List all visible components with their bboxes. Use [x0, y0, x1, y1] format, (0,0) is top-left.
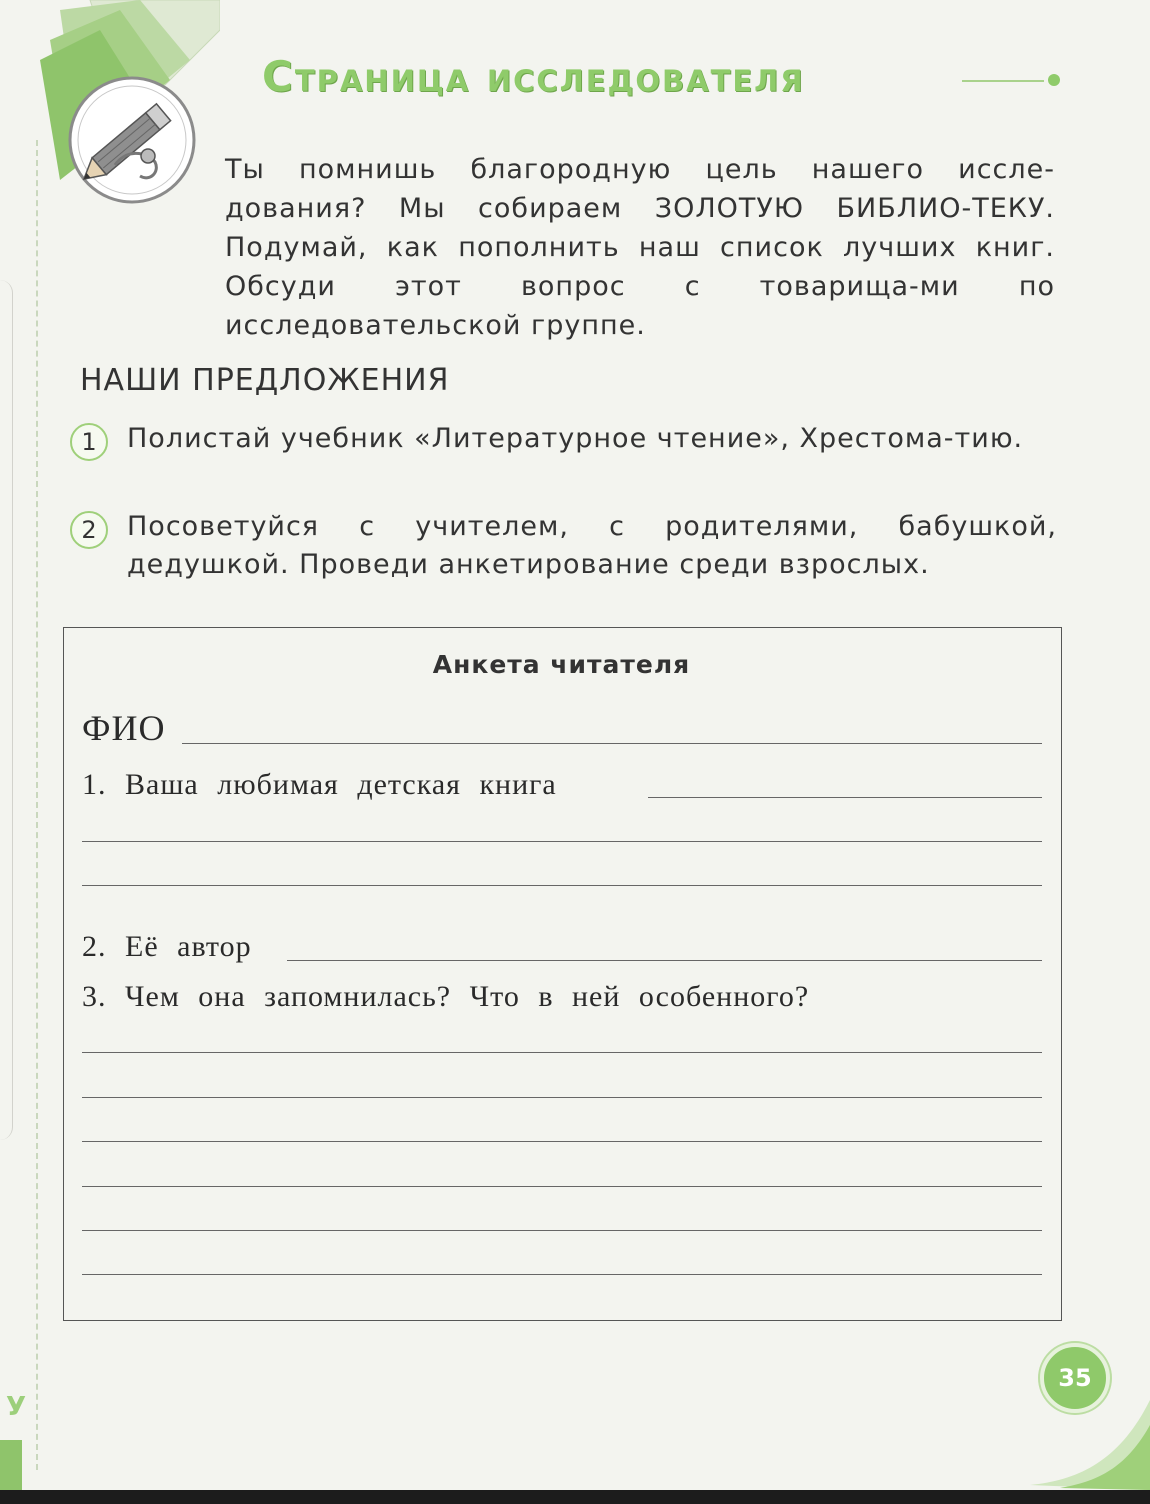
answer-line[interactable] [82, 1186, 1042, 1187]
margin-dashed-line [36, 140, 38, 1470]
page-edge [0, 280, 13, 1140]
title-rule [962, 80, 1044, 82]
answer-line[interactable] [287, 960, 1042, 961]
answer-line[interactable] [82, 1141, 1042, 1142]
question-3-text: Чем она запомнилась? Что в ней особенного? [125, 980, 810, 1013]
step-number-1: 1 [70, 423, 108, 461]
answer-line[interactable] [82, 1052, 1042, 1053]
answer-line[interactable] [82, 1230, 1042, 1231]
question-2-number: 2. [82, 930, 107, 963]
question-3 [82, 980, 809, 1014]
questionnaire-title: Анкета читателя [432, 650, 691, 679]
questionnaire-box [63, 627, 1062, 1321]
answer-line[interactable] [82, 1274, 1042, 1275]
question-1-number: 1. [82, 768, 107, 801]
step-text-1: Полистай учебник «Литературное чтение», Хрестома-тию. [127, 423, 1024, 454]
pencil-book-icon [20, 0, 220, 210]
fio-answer-line[interactable] [182, 743, 1042, 744]
corner-mark: У [6, 1392, 27, 1422]
page-number: 35 [1040, 1343, 1110, 1413]
question-2-text: Её автор [125, 930, 252, 963]
step-number-2: 2 [70, 511, 108, 549]
question-1 [82, 768, 557, 802]
proposals-heading: НАШИ ПРЕДЛОЖЕНИЯ [80, 363, 450, 398]
title-dot [1048, 74, 1060, 86]
answer-line[interactable] [82, 885, 1042, 886]
question-1-text: Ваша любимая детская книга [125, 768, 557, 801]
page-title: Страница исследователя [262, 52, 805, 101]
question-3-number: 3. [82, 980, 107, 1013]
intro-paragraph: Ты помнишь благородную цель нашего иссле-дования? Мы собираем ЗОЛОТУЮ БИБЛИО-ТЕКУ. Подумай, как пополнить наш список лучших книг. Обсуди этот вопрос с товарища-ми по исследовательской группе. [225, 154, 1055, 341]
answer-line[interactable] [82, 841, 1042, 842]
fio-label: ФИО [82, 708, 166, 748]
step-text-2: Посоветуйся с учителем, с родителями, бабушкой, дедушкой. Проведи анкетирование среди взрослых. [127, 511, 1057, 580]
answer-line[interactable] [648, 797, 1042, 798]
scan-bottom-edge [0, 1490, 1150, 1504]
question-2 [82, 930, 252, 964]
answer-line[interactable] [82, 1097, 1042, 1098]
